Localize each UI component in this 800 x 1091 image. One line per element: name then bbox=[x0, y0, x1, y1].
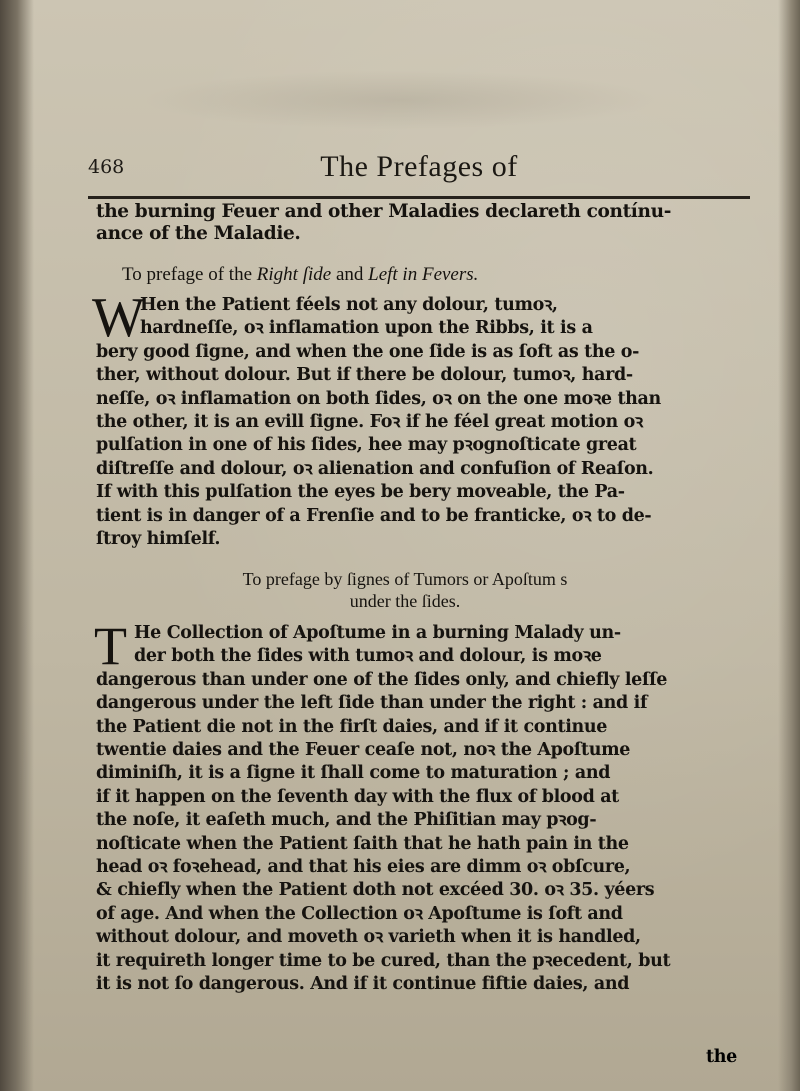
text-line: ſtroy himſelf. bbox=[96, 529, 221, 550]
subheading-right-left-side bbox=[122, 262, 782, 287]
text-line: Hen the Patient féels not any dolour, tumoꝛ, bbox=[140, 295, 558, 315]
text-line: it requireth longer time to be cured, than the pꝛecedent, but bbox=[96, 950, 671, 971]
subheading-italic: Right ſide bbox=[256, 264, 332, 285]
text-line: der both the ſides with tumoꝛ and dolour, is moꝛe bbox=[134, 646, 602, 667]
text-line: head oꝛ foꝛehead, and that his eies are dimm oꝛ obſcure, bbox=[96, 857, 631, 878]
text-line: without dolour, and moveth oꝛ varieth when it is handled, bbox=[96, 927, 641, 948]
catchword: the bbox=[706, 1047, 737, 1067]
subheading-line: under the ſides. bbox=[349, 591, 461, 611]
text-line: hardneſſe, oꝛ inflamation upon the Ribbs, it is a bbox=[140, 318, 593, 339]
page-edge-shadow bbox=[778, 0, 800, 1091]
subheading-tumors bbox=[205, 568, 605, 612]
drop-capital: W bbox=[92, 287, 145, 349]
section-title-line: ance of the Maladie. bbox=[96, 223, 301, 244]
header-rule bbox=[88, 196, 750, 199]
page-stain bbox=[140, 70, 660, 130]
subheading-line: To prefage by ſignes of Tumors or Apoſtum s bbox=[242, 569, 568, 589]
text-line: If with this pulſation the eyes be bery moveable, the Pa‑ bbox=[96, 482, 625, 503]
text-line: neſſe, oꝛ inflamation on both ſides, oꝛ on the one moꝛe than bbox=[96, 388, 661, 409]
subheading-italic: Left in Fevers. bbox=[368, 264, 479, 285]
running-head: The Prefages of bbox=[320, 150, 518, 183]
text-line: bery good ſigne, and when the one ſide is as ſoft as the o‑ bbox=[96, 341, 640, 362]
text-line: dangerous than under one of the ſides only, and chiefly leſſe bbox=[96, 669, 668, 690]
drop-capital: T bbox=[94, 616, 127, 676]
text-line: noſticate when the Patient ſaith that he hath pain in the bbox=[96, 833, 629, 854]
paragraph-patient-sides bbox=[92, 287, 756, 551]
text-line: the other, it is an evill ſigne. Foꝛ if he féel great motion oꝛ bbox=[96, 412, 643, 433]
text-line: the Patient die not in the firſt daies, and if it continue bbox=[96, 716, 608, 737]
text-line: diminiſh, it is a ſigne it ſhall come to maturation ; and bbox=[96, 763, 611, 784]
text-line: twentie daies and the Feuer ceaſe not, noꝛ the Apoſtume bbox=[96, 740, 631, 761]
text-line: diſtreſſe and dolour, oꝛ alienation and confuſion of Reaſon. bbox=[96, 458, 654, 479]
page-header bbox=[88, 150, 750, 192]
section-title-line: the burning Feuer and other Maladies declareth contínu‑ bbox=[96, 201, 672, 222]
text-line: the noſe, it eaſeth much, and the Phiſitian may pꝛog‑ bbox=[96, 810, 597, 831]
text-line: & chiefly when the Patient doth not excéed 30. oꝛ 35. yéers bbox=[96, 880, 655, 901]
text-line: if it happen on the ſeventh day with the flux of blood at bbox=[96, 786, 619, 807]
text-line: dangerous under the left ſide than under the right : and if bbox=[96, 693, 648, 714]
page-gutter-shadow bbox=[0, 0, 34, 1091]
text-line: of age. And when the Collection oꝛ Apoſtume is ſoft and bbox=[96, 903, 623, 924]
subheading-text: and bbox=[331, 264, 369, 285]
page-number: 468 bbox=[88, 156, 125, 178]
section-title bbox=[96, 201, 756, 245]
subheading-text: To prefage of the bbox=[122, 264, 257, 285]
paragraph-apostume bbox=[94, 616, 756, 997]
text-line: it is not ſo dangerous. And if it continue fiftie daies, and bbox=[96, 974, 630, 995]
text-line: ther, without dolour. But if there be dolour, tumoꝛ, hard‑ bbox=[96, 365, 633, 386]
text-line: pulſation in one of his ſides, hee may pꝛognoſticate great bbox=[96, 435, 637, 456]
text-line: He Collection of Apoſtume in a burning Malady un‑ bbox=[134, 623, 621, 643]
text-line: tient is in danger of a Frenſie and to be franticke, oꝛ to de‑ bbox=[96, 505, 652, 526]
